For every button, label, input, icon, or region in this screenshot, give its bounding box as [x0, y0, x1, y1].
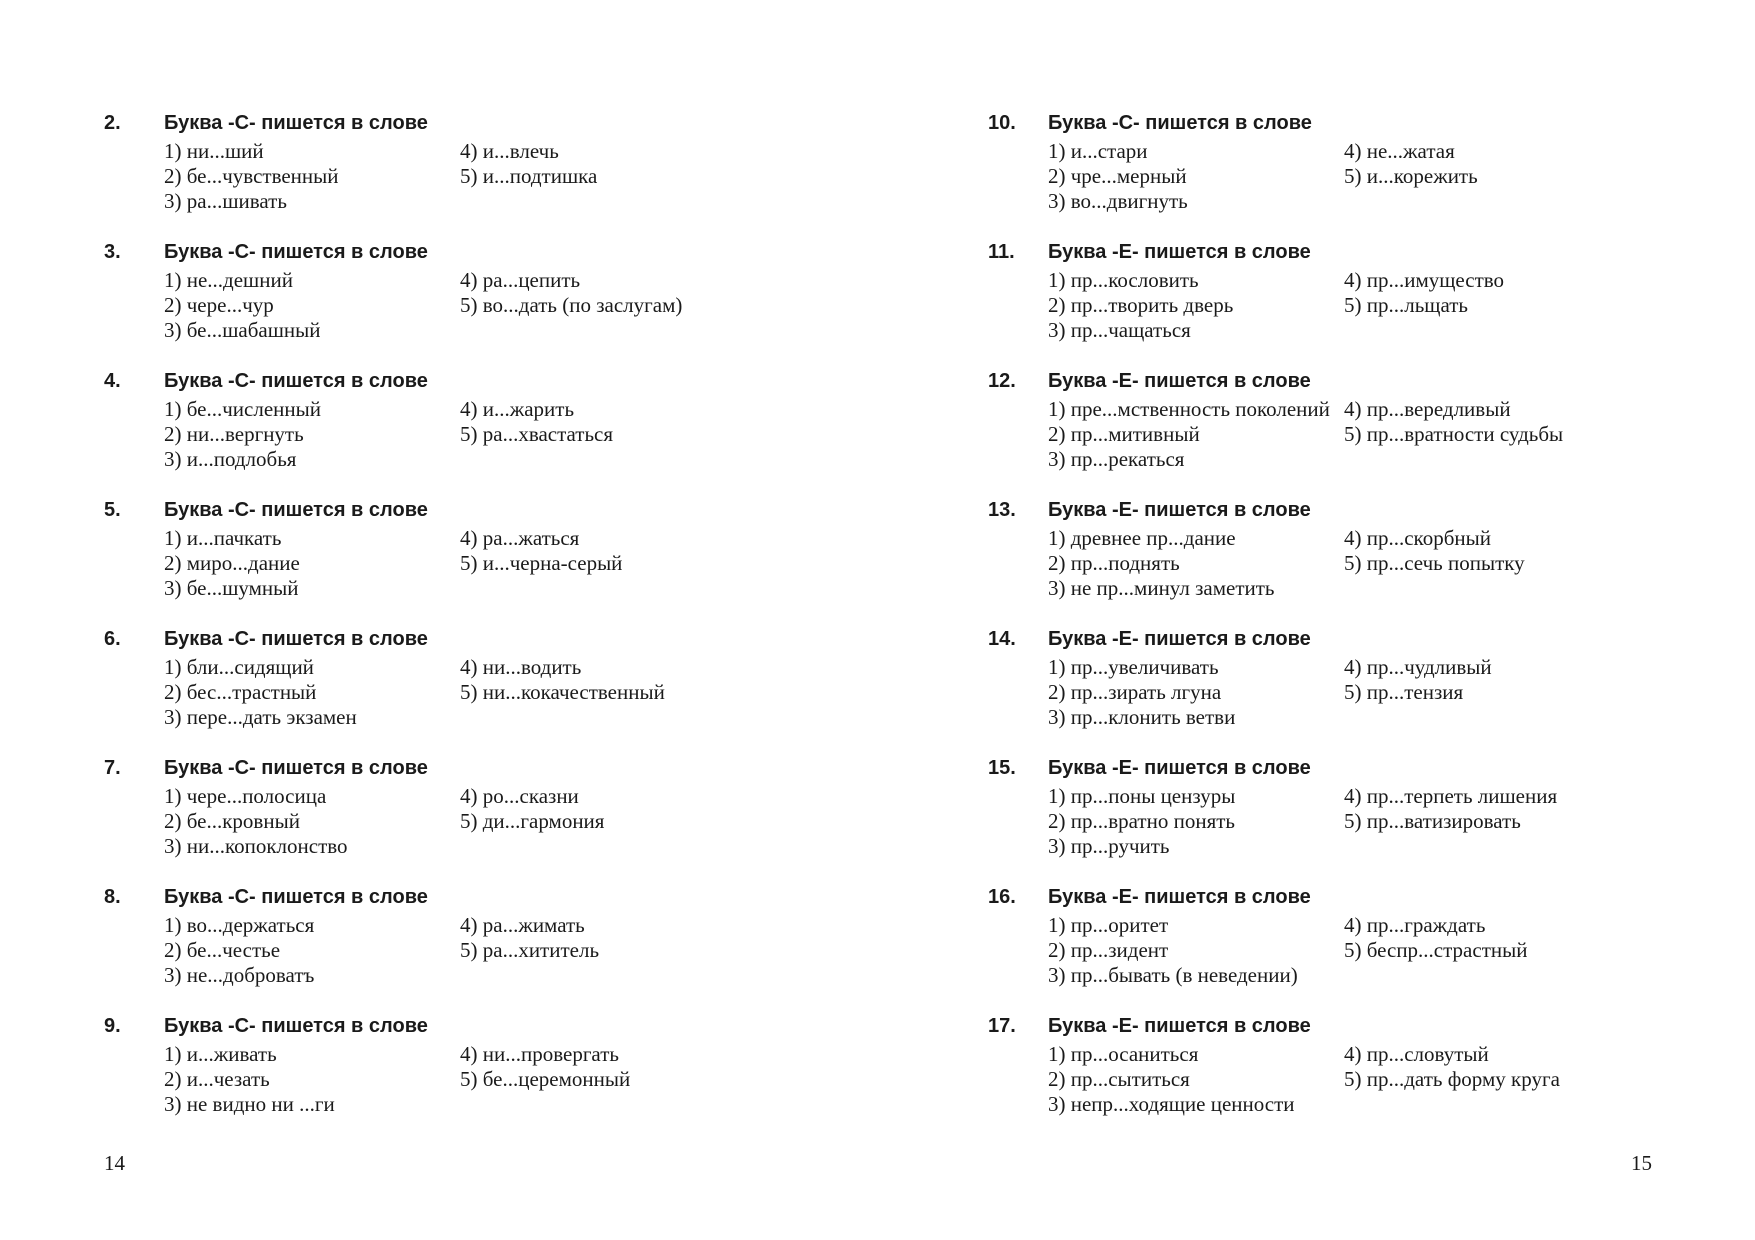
answer-option: 5) и...черна-серый [460, 551, 623, 575]
answer-option: 3) ра...шивать [164, 189, 287, 213]
answer-option: 4) ро...сказни [460, 784, 579, 808]
answer-option: 3) не пр...минул заметить [1048, 576, 1275, 600]
answer-option: 4) ни...провергать [460, 1042, 619, 1066]
exercise-number: 17. [988, 1015, 1016, 1037]
answer-option: 1) древнее пр...дание [1048, 526, 1236, 550]
answer-option: 2) пр...зидент [1048, 938, 1169, 962]
page-number-left: 14 [104, 1151, 125, 1175]
answer-option: 5) ни...кокачественный [460, 680, 665, 704]
answer-option: 3) не...доброватъ [164, 963, 315, 987]
exercise-title: Буква -Е- пишется в слове [1048, 499, 1311, 521]
answer-option: 4) ни...водить [460, 655, 582, 679]
answer-option: 3) во...двигнуть [1048, 189, 1188, 213]
answer-option: 1) бли...сидящий [164, 655, 314, 679]
exercise-number: 2. [104, 112, 121, 134]
answer-option: 5) пр...вратности судьбы [1344, 422, 1564, 446]
answer-option: 4) и...жарить [460, 397, 575, 421]
answer-option: 3) не видно ни ...ги [164, 1092, 335, 1116]
answer-option: 5) и...подтишка [460, 164, 598, 188]
answer-option: 2) ни...вергнуть [164, 422, 304, 446]
answer-option: 1) и...живать [164, 1042, 277, 1066]
answer-option: 1) не...дешний [164, 268, 293, 292]
exercise-number: 6. [104, 628, 121, 650]
exercise-title: Буква -С- пишется в слове [164, 499, 428, 521]
exercise-number: 9. [104, 1015, 121, 1037]
answer-option: 4) не...жатая [1344, 139, 1455, 163]
answer-option: 4) и...влечь [460, 139, 559, 163]
answer-option: 4) пр...имущество [1344, 268, 1505, 292]
page-number-right: 15 [1631, 1151, 1652, 1175]
answer-option: 2) пр...митивный [1048, 422, 1200, 446]
exercise-number: 8. [104, 886, 121, 908]
answer-option: 4) ра...жимать [460, 913, 585, 937]
answer-option: 2) миро...дание [164, 551, 300, 575]
exercise-title: Буква -Е- пишется в слове [1048, 241, 1311, 263]
answer-option: 4) пр...вередливый [1344, 397, 1511, 421]
answer-option: 1) и...пачкать [164, 526, 282, 550]
exercise-number: 11. [988, 241, 1015, 263]
exercise-title: Буква -Е- пишется в слове [1048, 886, 1311, 908]
exercise-title: Буква -С- пишется в слове [164, 886, 428, 908]
answer-option: 5) ра...хвастаться [460, 422, 614, 446]
answer-option: 5) беспр...страстный [1344, 938, 1528, 962]
answer-option: 5) пр...льщать [1344, 293, 1468, 317]
answer-option: 5) пр...тензия [1344, 680, 1464, 704]
answer-option: 3) и...подлобья [164, 447, 297, 471]
answer-option: 5) пр...сечь попытку [1344, 551, 1525, 575]
exercise-title: Буква -Е- пишется в слове [1048, 757, 1311, 779]
answer-option: 2) бе...честье [164, 938, 281, 962]
answer-option: 2) чере...чур [164, 293, 274, 317]
answer-option: 1) бе...численный [164, 397, 321, 421]
answer-option: 5) пр...дать форму круга [1344, 1067, 1560, 1091]
answer-option: 3) пр...бывать (в неведении) [1048, 963, 1298, 987]
exercise-number: 16. [988, 886, 1016, 908]
answer-option: 2) пр...поднять [1048, 551, 1180, 575]
answer-option: 3) пр...клонить ветви [1048, 705, 1236, 729]
answer-option: 2) бес...трастный [164, 680, 317, 704]
answer-option: 3) пр...чащаться [1048, 318, 1191, 342]
answer-option: 3) бе...шабашный [164, 318, 321, 342]
answer-option: 4) пр...словутый [1344, 1042, 1489, 1066]
exercise-number: 13. [988, 499, 1016, 521]
exercise-number: 3. [104, 241, 121, 263]
answer-option: 1) пр...увеличивать [1048, 655, 1219, 679]
answer-option: 2) пр...творить дверь [1048, 293, 1234, 317]
answer-option: 5) во...дать (по заслугам) [460, 293, 683, 317]
answer-option: 2) пр...сытиться [1048, 1067, 1190, 1091]
answer-option: 1) пр...оритет [1048, 913, 1169, 937]
exercise-title: Буква -С- пишется в слове [164, 112, 428, 134]
exercise-number: 4. [104, 370, 121, 392]
answer-option: 2) бе...кровный [164, 809, 300, 833]
answer-option: 1) и...стари [1048, 139, 1148, 163]
answer-option: 4) ра...жаться [460, 526, 580, 550]
answer-option: 3) пере...дать экзамен [164, 705, 357, 729]
answer-option: 3) пр...рекаться [1048, 447, 1185, 471]
exercise-number: 10. [988, 112, 1016, 134]
answer-option: 2) пр...вратно понять [1048, 809, 1235, 833]
answer-option: 5) пр...ватизировать [1344, 809, 1521, 833]
exercise-number: 15. [988, 757, 1016, 779]
answer-option: 4) пр...чудливый [1344, 655, 1492, 679]
exercise-title: Буква -С- пишется в слове [1048, 112, 1312, 134]
exercise-number: 7. [104, 757, 121, 779]
answer-option: 4) пр...граждать [1344, 913, 1486, 937]
exercise-number: 14. [988, 628, 1016, 650]
answer-option: 2) пр...зирать лгуна [1048, 680, 1222, 704]
answer-option: 5) бе...церемонный [460, 1067, 631, 1091]
exercise-title: Буква -С- пишется в слове [164, 628, 428, 650]
answer-option: 1) пр...кословить [1048, 268, 1199, 292]
answer-option: 5) и...корежить [1344, 164, 1478, 188]
answer-option: 1) пре...мственность поколений [1048, 397, 1330, 421]
answer-option: 3) ни...копоклонство [164, 834, 348, 858]
exercise-number: 12. [988, 370, 1016, 392]
answer-option: 3) бе...шумный [164, 576, 299, 600]
answer-option: 2) чре...мерный [1048, 164, 1187, 188]
answer-option: 1) пр...поны цензуры [1048, 784, 1236, 808]
exercise-title: Буква -Е- пишется в слове [1048, 370, 1311, 392]
answer-option: 4) ра...цепить [460, 268, 581, 292]
answer-option: 3) пр...ручить [1048, 834, 1170, 858]
answer-option: 5) ди...гармония [460, 809, 605, 833]
exercise-title: Буква -Е- пишется в слове [1048, 1015, 1311, 1037]
answer-option: 2) и...чезать [164, 1067, 270, 1091]
answer-option: 2) бе...чувственный [164, 164, 339, 188]
exercise-title: Буква -С- пишется в слове [164, 370, 428, 392]
answer-option: 4) пр...терпеть лишения [1344, 784, 1558, 808]
answer-option: 1) чере...полосица [164, 784, 327, 808]
answer-option: 3) непр...ходящие ценности [1048, 1092, 1295, 1116]
exercise-title: Буква -С- пишется в слове [164, 241, 428, 263]
answer-option: 1) ни...ший [164, 139, 264, 163]
exercise-title: Буква -С- пишется в слове [164, 1015, 428, 1037]
exercise-number: 5. [104, 499, 121, 521]
answer-option: 1) пр...осаниться [1048, 1042, 1199, 1066]
answer-option: 5) ра...хититель [460, 938, 600, 962]
answer-option: 4) пр...скорбный [1344, 526, 1491, 550]
exercise-title: Буква -Е- пишется в слове [1048, 628, 1311, 650]
answer-option: 1) во...держаться [164, 913, 315, 937]
exercise-title: Буква -С- пишется в слове [164, 757, 428, 779]
